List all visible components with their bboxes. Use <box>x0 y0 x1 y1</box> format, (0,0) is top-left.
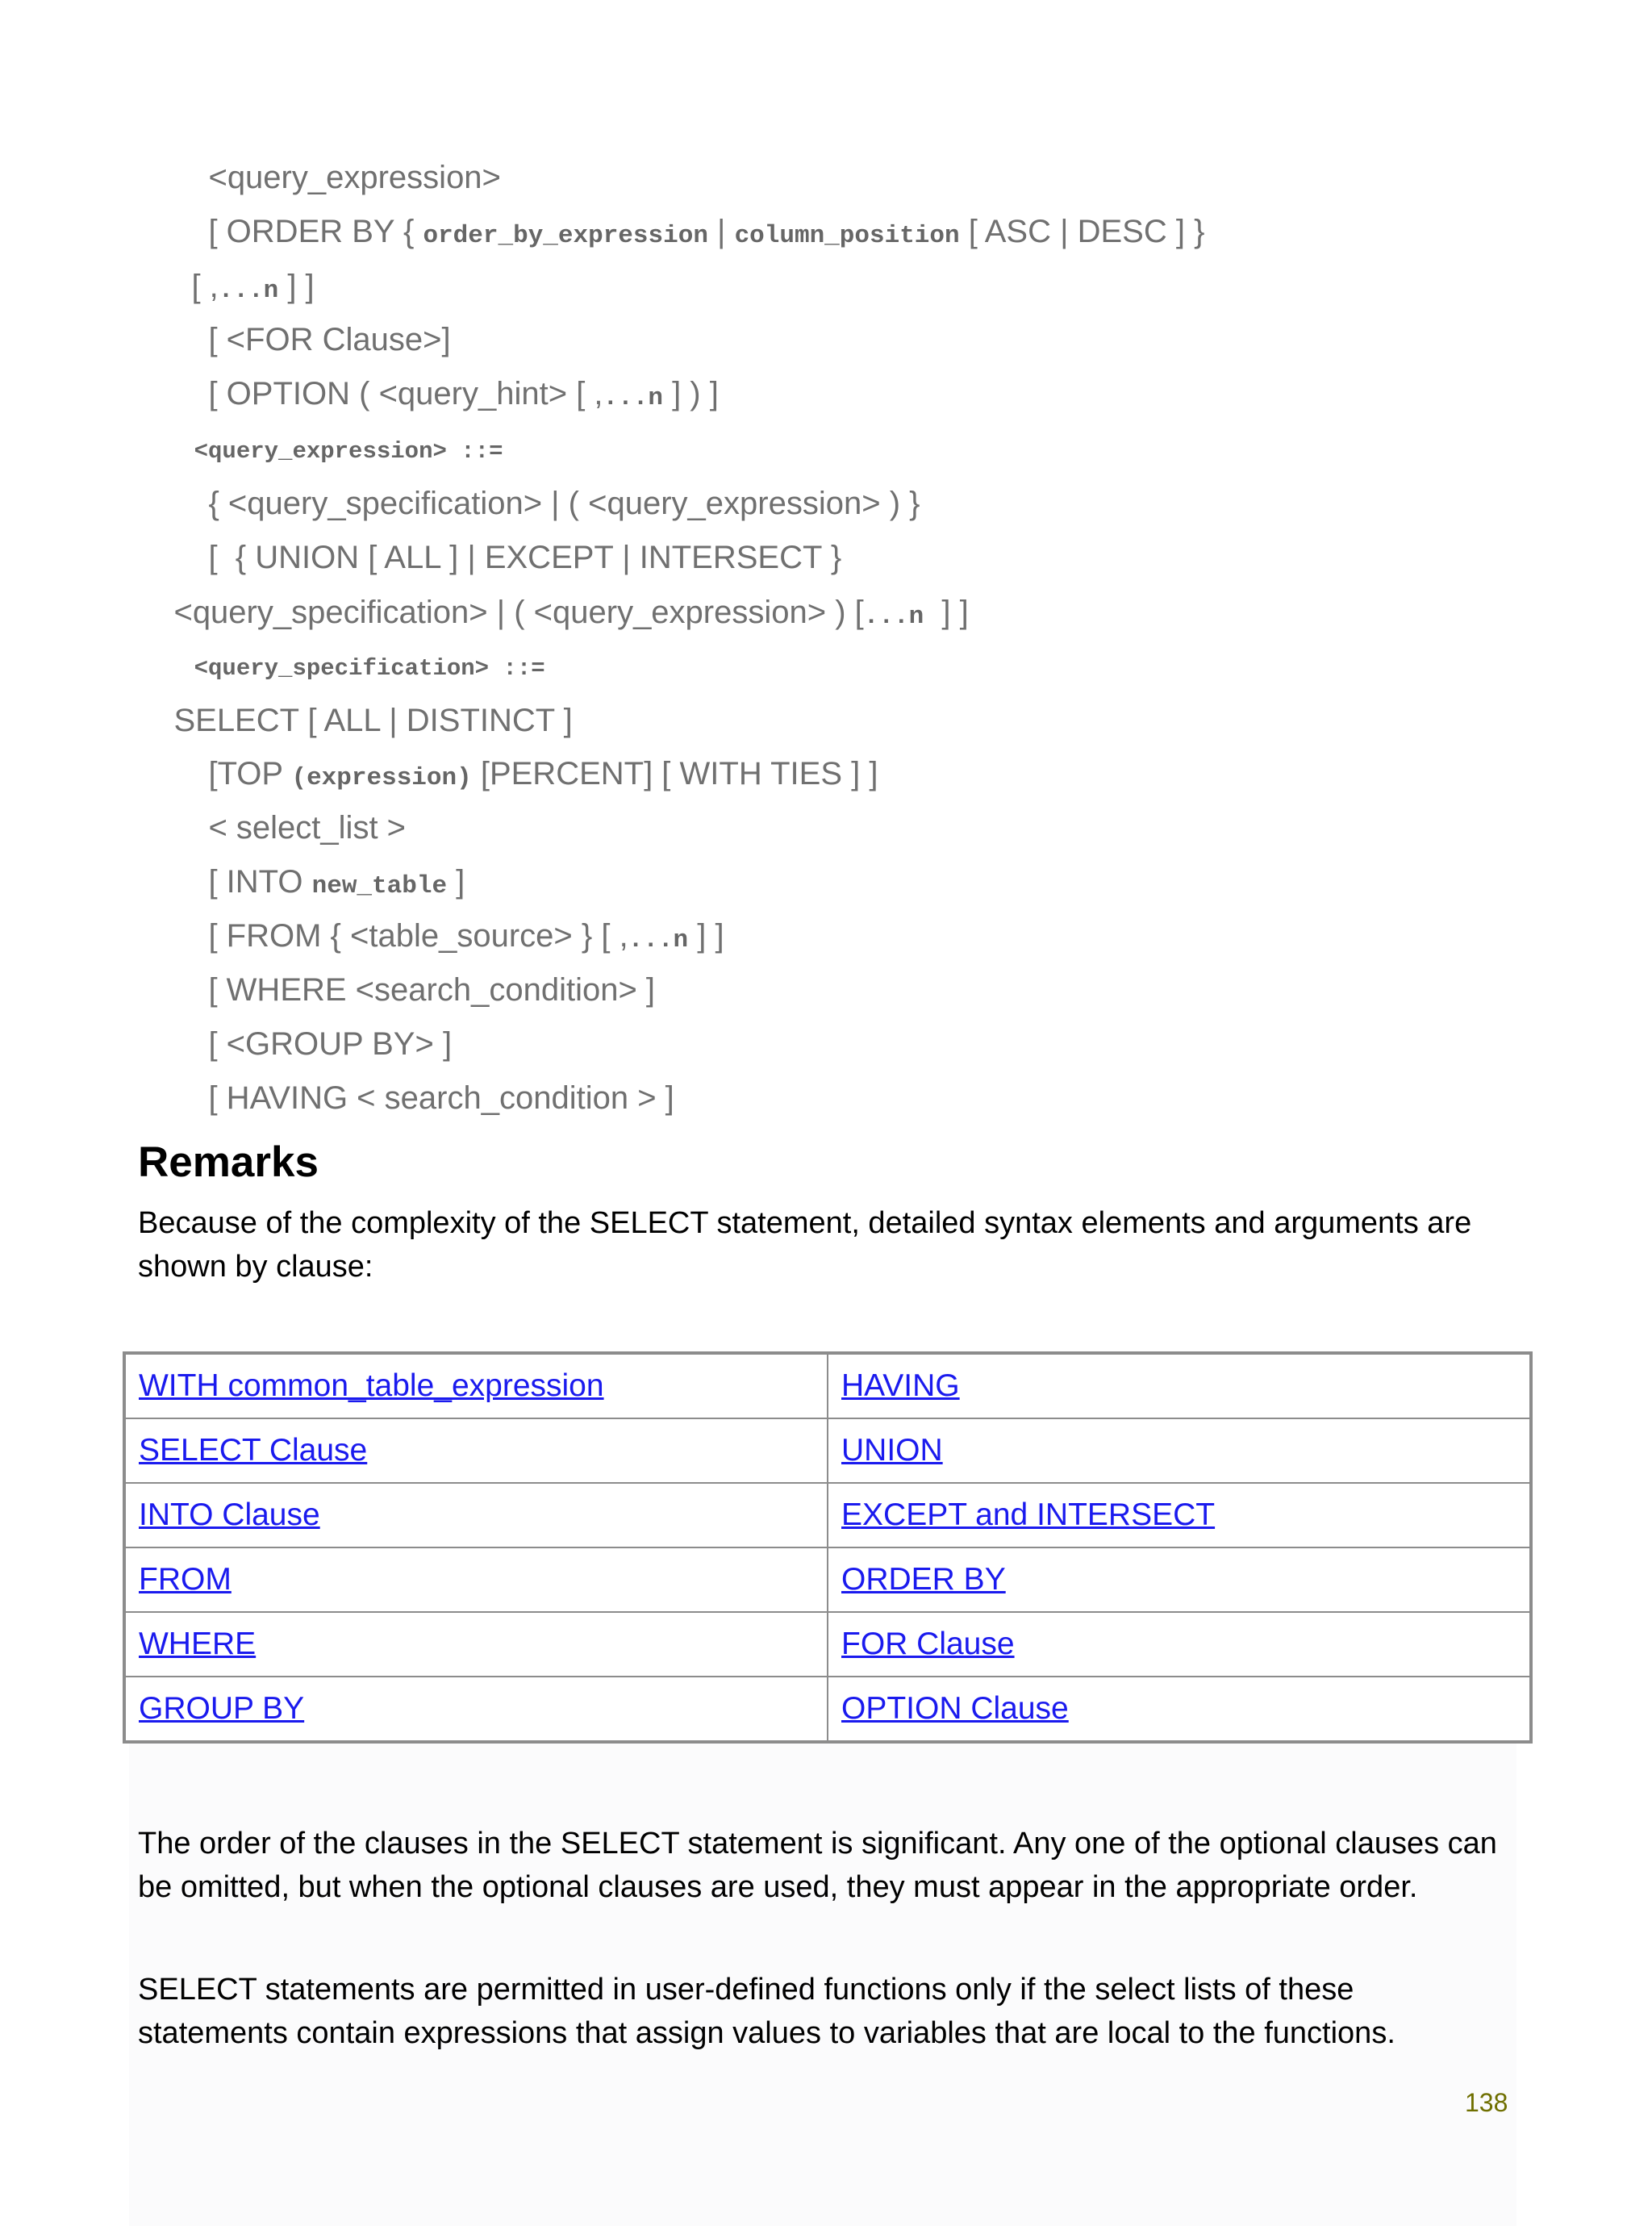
syntax-argument: ...n <box>218 277 279 305</box>
link-having[interactable]: HAVING <box>841 1368 960 1403</box>
syntax-text: <query_expression> <box>208 160 501 195</box>
table-row <box>124 1483 1531 1547</box>
link-from[interactable]: FROM <box>139 1562 232 1597</box>
link-group-by[interactable]: GROUP BY <box>139 1691 305 1726</box>
link-option-clause[interactable]: OPTION Clause <box>841 1691 1069 1726</box>
syntax-text: SELECT [ ALL | DISTINCT ] <box>173 703 573 738</box>
syntax-line <box>173 173 1204 294</box>
page-number: 138 <box>1465 2088 1508 2117</box>
syntax-argument: (expression) <box>291 764 472 792</box>
syntax-text: { <query_specification> | ( <query_expression> ) } <box>208 486 920 521</box>
table-row <box>124 1547 1531 1612</box>
syntax-text: ] <box>447 864 465 900</box>
syntax-text: [ WHERE <search_condition> ] <box>208 972 656 1008</box>
link-select-clause[interactable]: SELECT Clause <box>139 1433 368 1468</box>
table-row <box>124 1353 1531 1418</box>
clause-link-table <box>123 1351 1533 1744</box>
table-row <box>124 1612 1531 1677</box>
syntax-text: [TOP <box>208 756 292 791</box>
remarks-heading: Remarks <box>138 1138 319 1186</box>
syntax-text: <query_specification> ::= <box>194 655 545 682</box>
table-cell <box>124 1418 828 1483</box>
table-cell <box>124 1483 828 1547</box>
syntax-text: [PERCENT] [ WITH TIES ] ] <box>471 756 878 791</box>
table-cell <box>828 1353 1531 1418</box>
table-cell <box>124 1677 828 1742</box>
syntax-text: [ <GROUP BY> ] <box>208 1026 453 1062</box>
table-cell <box>828 1677 1531 1742</box>
link-order-by[interactable]: ORDER BY <box>841 1562 1006 1597</box>
syntax-text: [ ASC | DESC ] } <box>959 214 1205 249</box>
syntax-text: [ , <box>191 269 219 304</box>
table-cell <box>828 1418 1531 1483</box>
syntax-argument: column_position <box>734 222 960 250</box>
table-cell <box>124 1547 828 1612</box>
syntax-text: ] ) ] <box>662 376 719 411</box>
syntax-argument: ...n <box>603 384 663 412</box>
remarks-paragraph-order: The order of the clauses in the SELECT statement is significant. Any one of the optional clauses can be omitted, but when the optional clauses are used, they must appear in the appropriate order. <box>138 1827 1497 1904</box>
syntax-text: [ HAVING < search_condition > ] <box>208 1080 674 1116</box>
link-union[interactable]: UNION <box>841 1433 943 1468</box>
syntax-text: ] ] <box>278 269 315 304</box>
syntax-text: ] ] <box>924 595 969 630</box>
syntax-text: <query_specification> | ( <query_expression> ) [ <box>173 595 864 630</box>
table-cell <box>828 1612 1531 1677</box>
syntax-text: ] ] <box>688 918 724 954</box>
link-into-clause[interactable]: INTO Clause <box>139 1497 320 1532</box>
table-cell <box>828 1483 1531 1547</box>
syntax-text: < select_list > <box>208 810 407 846</box>
link-with-cte[interactable]: WITH common_table_expression <box>139 1368 604 1403</box>
syntax-argument: order_by_expression <box>423 222 708 250</box>
table-row <box>124 1418 1531 1483</box>
table-cell <box>828 1547 1531 1612</box>
table-cell <box>124 1353 828 1418</box>
link-for-clause[interactable]: FOR Clause <box>841 1627 1015 1661</box>
table-cell <box>124 1612 828 1677</box>
syntax-text: [ OPTION ( <query_hint> [ , <box>208 376 603 411</box>
syntax-text: | <box>707 214 735 249</box>
syntax-text: [ { UNION [ ALL ] | EXCEPT | INTERSECT } <box>208 540 842 575</box>
remarks-paragraph-functions: SELECT statements are permitted in user-defined functions only if the select lists of these statements contain expressions that assign values to variables that are local to the functions. <box>138 1973 1395 2050</box>
syntax-text: [ ORDER BY { <box>208 214 423 249</box>
syntax-argument: new_table <box>311 872 448 900</box>
syntax-argument: ...n <box>863 603 924 631</box>
remarks-intro: Because of the complexity of the SELECT statement, detailed syntax elements and arguments are shown by clause: <box>138 1206 1472 1284</box>
syntax-text: [ <FOR Clause>] <box>208 322 451 357</box>
link-except-intersect[interactable]: EXCEPT and INTERSECT <box>841 1497 1216 1532</box>
syntax-text: [ INTO <box>208 864 312 900</box>
syntax-text: [ FROM { <table_source> } [ , <box>208 918 628 954</box>
syntax-text: <query_expression> ::= <box>194 438 503 465</box>
table-row <box>124 1677 1531 1742</box>
syntax-argument: ...n <box>628 926 689 954</box>
link-where[interactable]: WHERE <box>139 1627 257 1661</box>
